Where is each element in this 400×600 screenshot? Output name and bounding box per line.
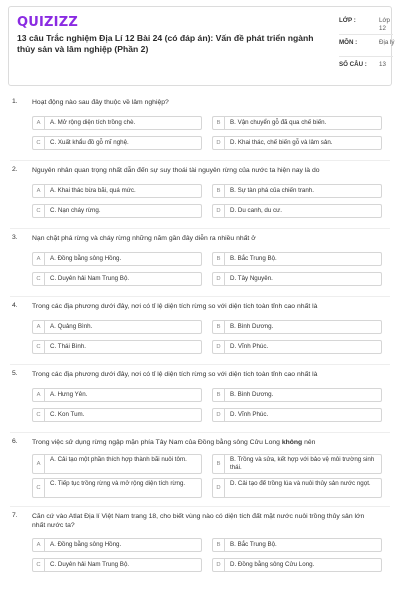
option-letter: C: [33, 273, 45, 285]
meta-row-subject: [339, 35, 393, 57]
option-letter: C: [33, 341, 45, 353]
question-number: 6.: [12, 438, 18, 445]
option-b[interactable]: [212, 184, 382, 198]
option-a[interactable]: [32, 252, 202, 266]
option-text: C. Duyên hải Nam Trung Bộ.: [50, 275, 130, 282]
option-text: B. Bình Dương.: [230, 323, 274, 330]
option-text: C. Duyên hải Nam Trung Bộ.: [50, 561, 130, 568]
option-a[interactable]: [32, 116, 202, 130]
question-text: Trong các địa phương dưới đây, nơi có tỉ lệ diện tích rừng so với diện tích toàn tỉnh cao nhất là: [32, 303, 318, 310]
option-b[interactable]: [212, 116, 382, 130]
question-text: Nguyên nhân quan trọng nhất dẫn đến sự suy thoái tài nguyên rừng của nước ta hiện nay là do: [32, 167, 320, 174]
meta-value: Địa lý: [379, 39, 395, 46]
option-letter: C: [33, 559, 45, 571]
meta-value: Lớp 12: [379, 17, 390, 32]
meta-value: 13: [379, 61, 386, 68]
option-b[interactable]: [212, 538, 382, 552]
option-a[interactable]: [32, 388, 202, 402]
option-text: C. Xuất khẩu đồ gỗ mĩ nghệ.: [50, 139, 129, 146]
option-d[interactable]: [212, 272, 382, 286]
option-letter: C: [33, 409, 45, 421]
option-text: A. Quảng Bình.: [50, 323, 93, 330]
option-letter: B: [213, 117, 225, 129]
option-d[interactable]: [212, 408, 382, 422]
question-text-part: nên: [302, 439, 316, 446]
question-text: Nạn chặt phá rừng và cháy rừng những năm gần đây diễn ra nhiều nhất ở: [32, 235, 256, 242]
option-letter: B: [213, 455, 225, 473]
quizizz-logo[interactable]: QUIZIZZ: [17, 15, 78, 30]
question-text: Căn cứ vào Atlat Địa lí Việt Nam trang 18, cho biết vùng nào có diện tích đất mặt nước nuôi trồng thủy sản lớn nhất nước ta?: [32, 513, 365, 529]
option-letter: D: [213, 341, 225, 353]
option-text: C. Thái Bình.: [50, 343, 86, 350]
option-letter: C: [33, 205, 45, 217]
option-c[interactable]: [32, 340, 202, 354]
question-text-part: Trong việc sử dụng rừng ngập mặn phía Tây Nam của Đồng bằng sông Cửu Long: [32, 439, 282, 446]
option-text: B. Bắc Trung Bộ.: [230, 541, 277, 548]
option-text: C. Tiếp tục trồng rừng và mở rộng diện tích rừng.: [50, 480, 186, 487]
option-letter: D: [213, 137, 225, 149]
option-c[interactable]: [32, 478, 202, 498]
option-text: A. Cải tạo một phần thích hợp thành bãi nuôi tôm.: [50, 456, 187, 463]
option-letter: A: [33, 185, 45, 197]
option-letter: B: [213, 185, 225, 197]
meta-row-class: [339, 13, 393, 35]
divider: [10, 364, 390, 365]
option-d[interactable]: [212, 558, 382, 572]
question-number: 3.: [12, 234, 18, 241]
option-text: D. Cải tạo để trồng lúa và nuôi thủy sản nước ngọt.: [230, 480, 371, 487]
option-c[interactable]: [32, 558, 202, 572]
option-text: A. Đồng bằng sông Hồng.: [50, 541, 122, 548]
option-text: B. Trồng và sửa, kết hợp với bảo vệ môi trường sinh thái.: [230, 456, 375, 471]
divider: [10, 296, 390, 297]
option-text: D. Vĩnh Phúc.: [230, 343, 269, 350]
meta-label: LỚP :: [339, 17, 356, 24]
option-text: B. Vận chuyển gỗ đã qua chế biến.: [230, 119, 327, 126]
option-d[interactable]: [212, 136, 382, 150]
option-letter: D: [213, 559, 225, 571]
option-d[interactable]: [212, 478, 382, 498]
option-b[interactable]: [212, 454, 382, 474]
option-letter: D: [213, 273, 225, 285]
option-d[interactable]: [212, 204, 382, 218]
option-letter: C: [33, 137, 45, 149]
option-text: A. Mở rộng diện tích trồng chè.: [50, 119, 136, 126]
quiz-header: [8, 6, 395, 86]
divider: [10, 228, 390, 229]
question-text: Hoạt động nào sau đây thuộc về lâm nghiệp?: [32, 99, 169, 106]
option-text: C. Nạn cháy rừng.: [50, 207, 101, 214]
option-letter: B: [213, 253, 225, 265]
option-letter: A: [33, 539, 45, 551]
quiz-meta: [339, 13, 393, 79]
option-letter: A: [33, 389, 45, 401]
divider: [10, 160, 390, 161]
option-text: B. Bắc Trung Bộ.: [230, 255, 277, 262]
option-letter: B: [213, 321, 225, 333]
question-text: Trong các địa phương dưới đây, nơi có tỉ lệ diện tích rừng so với diện tích toàn tỉnh cao nhất là: [32, 371, 318, 378]
question-number: 2.: [12, 166, 18, 173]
option-text: B. Bình Dương.: [230, 391, 274, 398]
option-text: D. Khai thác, chế biến gỗ và lâm sản.: [230, 139, 333, 146]
option-c[interactable]: [32, 408, 202, 422]
option-text: D. Tây Nguyên.: [230, 275, 273, 282]
option-letter: A: [33, 455, 45, 473]
question-number: 1.: [12, 98, 18, 105]
option-text: D. Đồng bằng sông Cửu Long.: [230, 561, 315, 568]
question-number: 7.: [12, 512, 18, 519]
question-text-emphasis: không: [281, 439, 303, 446]
option-text: B. Sự tàn phá của chiến tranh.: [230, 187, 314, 194]
option-d[interactable]: [212, 340, 382, 354]
option-c[interactable]: [32, 204, 202, 218]
question-number: 5.: [12, 370, 18, 377]
meta-label: MÔN :: [339, 39, 358, 46]
option-c[interactable]: [32, 272, 202, 286]
option-letter: B: [213, 389, 225, 401]
option-a[interactable]: [32, 538, 202, 552]
option-letter: A: [33, 321, 45, 333]
option-letter: C: [33, 479, 45, 497]
question-text: [32, 438, 372, 447]
option-a[interactable]: [32, 184, 202, 198]
option-b[interactable]: [212, 388, 382, 402]
option-c[interactable]: [32, 136, 202, 150]
option-letter: D: [213, 479, 225, 497]
meta-row-count: [339, 57, 393, 79]
divider: [10, 506, 390, 507]
option-text: A. Hưng Yên.: [50, 391, 88, 398]
option-letter: D: [213, 409, 225, 421]
option-text: A. Khai thác bừa bãi, quá mức.: [50, 187, 136, 194]
option-text: A. Đồng bằng sông Hồng.: [50, 255, 122, 262]
option-letter: A: [33, 253, 45, 265]
divider: [10, 432, 390, 433]
option-text: D. Du canh, du cư.: [230, 207, 282, 214]
meta-label: SỐ CÂU :: [339, 61, 367, 68]
option-b[interactable]: [212, 252, 382, 266]
quiz-title: 13 câu Trắc nghiệm Địa Lí 12 Bài 24 (có đáp án): Vấn đề phát triển ngành thủy sản và lâm nghiệp (Phần 2): [17, 33, 314, 54]
option-letter: A: [33, 117, 45, 129]
option-letter: B: [213, 539, 225, 551]
option-b[interactable]: [212, 320, 382, 334]
option-text: C. Kon Tum.: [50, 411, 85, 418]
option-a[interactable]: [32, 320, 202, 334]
question-number: 4.: [12, 302, 18, 309]
option-a[interactable]: [32, 454, 202, 474]
option-text: D. Vĩnh Phúc.: [230, 411, 269, 418]
option-letter: D: [213, 205, 225, 217]
